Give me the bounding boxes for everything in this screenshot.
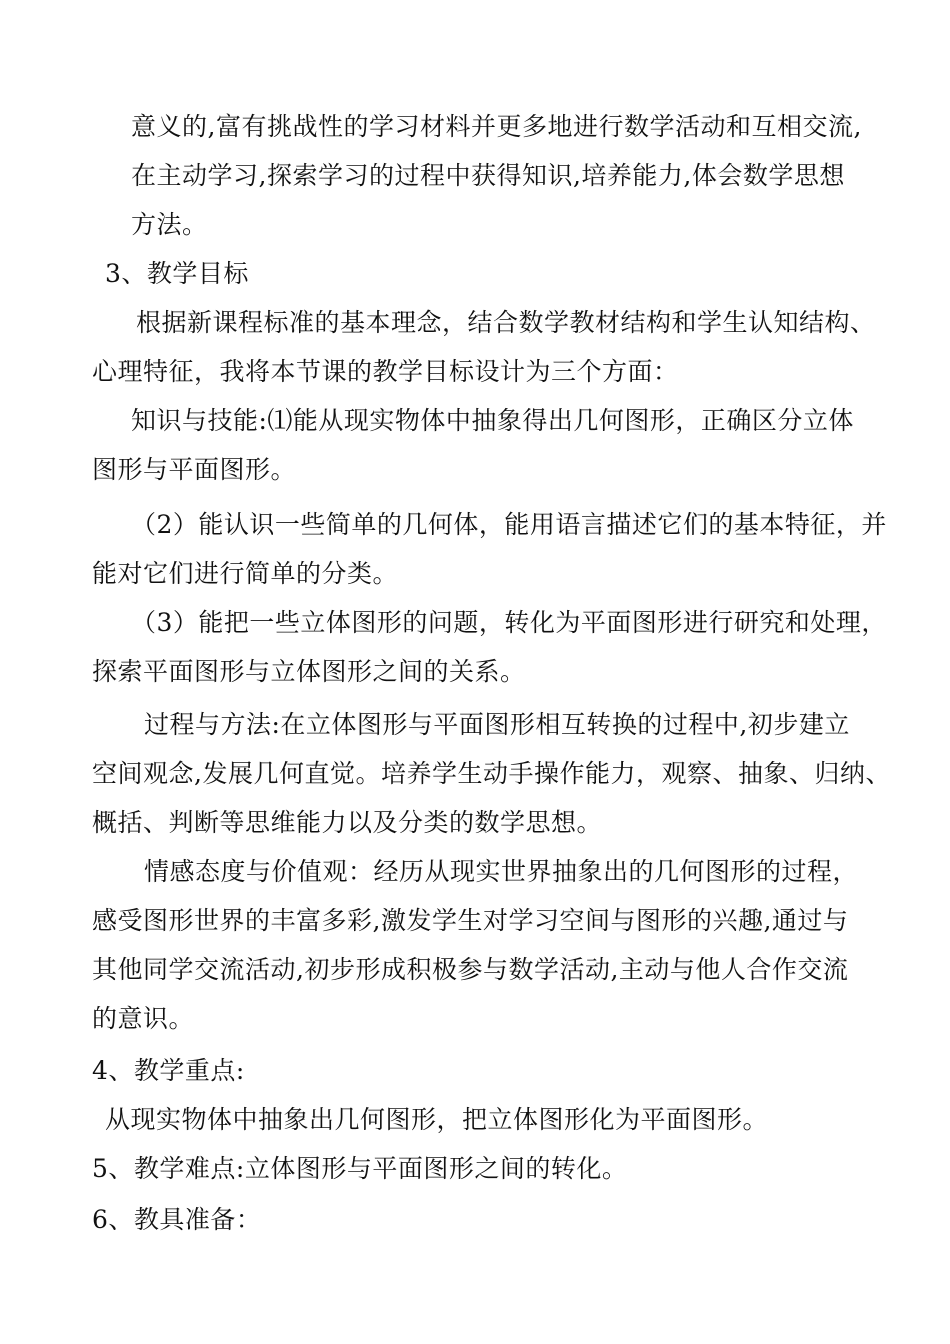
process-line-2: 空间观念,发展几何直觉。培养学生动手操作能力，观察、抽象、归纳、 — [92, 759, 891, 788]
section3-para-line-1: 根据新课程标准的基本理念，结合数学教材结构和学生认知结构、 — [136, 308, 876, 337]
item3-line-1: （3）能把一些立体图形的问题，转化为平面图形进行研究和处理， — [131, 608, 887, 637]
intro-line-3: 方法。 — [131, 210, 208, 239]
section5-heading: 5、教学难点:立体图形与平面图形之间的转化。 — [92, 1154, 628, 1183]
section6-heading: 6、教具准备： — [92, 1205, 262, 1234]
process-line-3: 概括、判断等思维能力以及分类的数学思想。 — [92, 808, 603, 837]
process-line-1: 过程与方法:在立体图形与平面图形相互转换的过程中,初步建立 — [144, 710, 850, 739]
emotion-line-1: 情感态度与价值观：经历从现实世界抽象出的几何图形的过程， — [144, 857, 859, 886]
section3-heading: 3、教学目标 — [105, 259, 249, 288]
item3-line-2: 探索平面图形与立体图形之间的关系。 — [92, 657, 526, 686]
item2-line-2: 能对它们进行简单的分类。 — [92, 559, 399, 588]
emotion-line-3: 其他同学交流活动,初步形成积极参与数学活动,主动与他人合作交流 — [92, 955, 849, 984]
emotion-line-2: 感受图形世界的丰富多彩,激发学生对学习空间与图形的兴趣,通过与 — [92, 906, 849, 935]
item2-line-1: （2）能认识一些简单的几何体，能用语言描述它们的基本特征，并 — [131, 510, 887, 539]
section4-content: 从现实物体中抽象出几何图形，把立体图形化为平面图形。 — [105, 1105, 769, 1134]
emotion-line-4: 的意识。 — [92, 1004, 195, 1033]
section4-heading: 4、教学重点: — [92, 1056, 245, 1085]
knowledge-line-2: 图形与平面图形。 — [92, 455, 297, 484]
knowledge-line-1: 知识与技能:⑴能从现实物体中抽象得出几何图形，正确区分立体 — [131, 406, 854, 435]
intro-line-2: 在主动学习,探索学习的过程中获得知识,培养能力,体会数学思想 — [131, 161, 845, 190]
intro-line-1: 意义的,富有挑战性的学习材料并更多地进行数学活动和互相交流, — [131, 112, 862, 141]
section3-para-line-2: 心理特征，我将本节课的教学目标设计为三个方面： — [92, 357, 679, 386]
